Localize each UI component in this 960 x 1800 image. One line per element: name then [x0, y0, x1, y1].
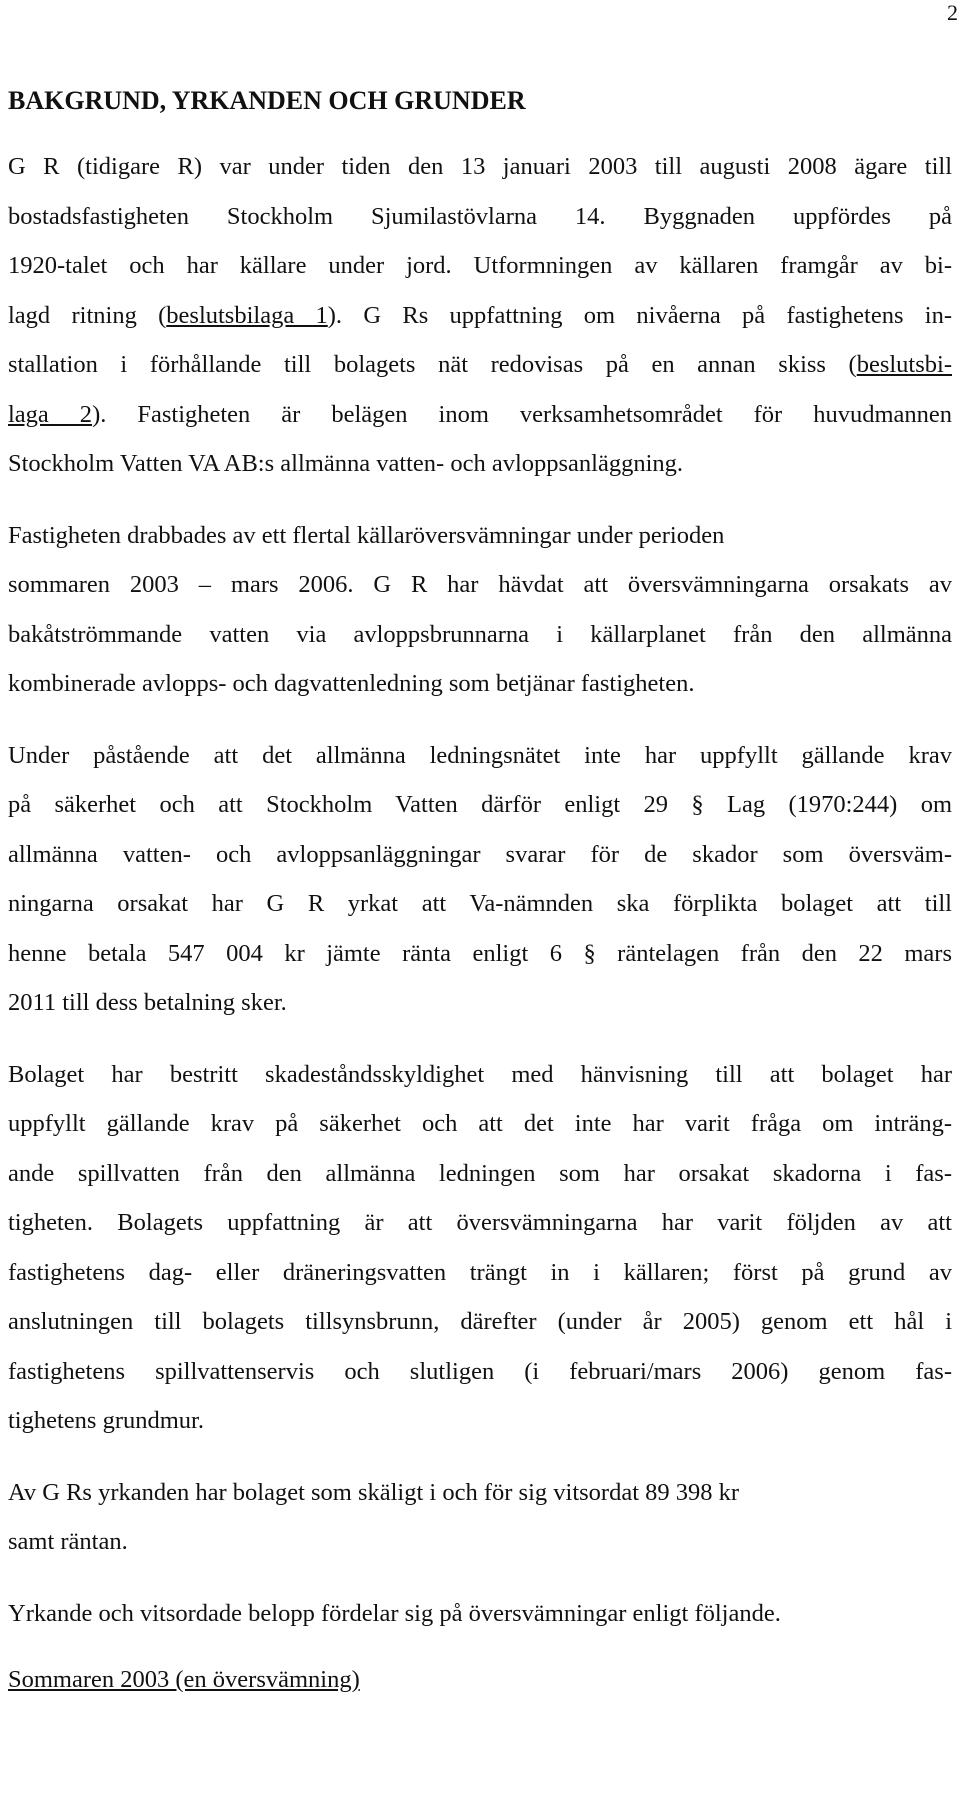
- paragraph-background: [8, 142, 952, 489]
- text-line: Yrkande och vitsordade belopp fördelar sig på översvämningar enligt följande.: [8, 1599, 781, 1627]
- text-line: ningarna orsakat har G R yrkat att Va-nämnden ska förplikta bolaget att till: [8, 890, 952, 917]
- text-line: på säkerhet och att Stockholm Vatten därför enligt 29 § Lag (1970:244) om: [8, 791, 952, 818]
- attachment-1-reference: beslutsbilaga 1: [166, 301, 328, 329]
- text-line: Bolaget har bestritt skadeståndsskyldighet med hänvisning till att bolaget har: [8, 1060, 952, 1088]
- text-line: G R (tidigare R) var under tiden den 13 januari 2003 till augusti 2008 ägare till: [8, 153, 952, 180]
- text-line: henne betala 547 004 kr jämte ränta enligt 6 § räntelagen från den 22 mars: [8, 939, 952, 967]
- paragraph-distribution: [8, 1589, 952, 1639]
- text-line: bakåtströmmande vatten via avloppsbrunnarna i källarplanet från den allmänna: [8, 620, 952, 648]
- subsection-heading: Sommaren 2003 (en översvämning): [8, 1666, 360, 1693]
- attachment-2-reference: beslutsbi-: [856, 351, 952, 378]
- text-line: samt räntan.: [8, 1528, 128, 1555]
- text-line: Av G Rs yrkanden har bolaget som skäligt i och för sig vitsordat 89 398 kr: [8, 1478, 740, 1506]
- text-line: ande spillvatten från den allmänna ledningen som har orsakat skadorna i fas-: [8, 1159, 952, 1187]
- text-line: tighetens grundmur.: [8, 1407, 204, 1434]
- attachment-2-reference: laga 2: [8, 400, 93, 428]
- text-line: Stockholm Vatten VA AB:s allmänna vatten- och avloppsanläggning.: [8, 450, 684, 477]
- text-line: bostadsfastigheten Stockholm Sjumilastövlarna 14. Byggnaden uppfördes på: [8, 202, 952, 230]
- text-line: tigheten. Bolagets uppfattning är att översvämningarna har varit följden av att: [8, 1209, 952, 1236]
- text-line: 1920-talet och har källare under jord. Utformningen av källaren framgår av bi-: [8, 252, 952, 279]
- paragraph-claim: [8, 731, 952, 1028]
- text-line: allmänna vatten- och avloppsanläggningar svarar för de skador som översväm-: [8, 840, 952, 868]
- text-line: kombinerade avlopps- och dagvattenledning som betjänar fastigheten.: [8, 670, 695, 697]
- text-line: laga 2). Fastigheten är belägen inom verksamhetsområdet för huvudmannen: [8, 400, 952, 428]
- text-line: stallation i förhållande till bolagets nät redovisas på en annan skiss (beslutsbi-: [8, 351, 952, 378]
- paragraph-acknowledged: [8, 1468, 952, 1567]
- paragraph-flooding: [8, 511, 952, 709]
- document-body: [8, 82, 952, 1700]
- text-line: anslutningen till bolagets tillsynsbrunn, därefter (under år 2005) genom ett hål i: [8, 1308, 952, 1335]
- text-line: lagd ritning (beslutsbilaga 1). G Rs uppfattning om nivåerna på fastighetens in-: [8, 301, 953, 329]
- paragraph-defense: [8, 1050, 952, 1446]
- text-line: Under påstående att det allmänna ledningsnätet inte har uppfyllt gällande krav: [8, 741, 952, 769]
- text-line: 2011 till dess betalning sker.: [8, 989, 287, 1016]
- page-number: 2: [947, 0, 958, 25]
- section-title: BAKGRUND, YRKANDEN OCH GRUNDER: [8, 86, 526, 115]
- text-line: fastighetens spillvattenservis och slutligen (i februari/mars 2006) genom fas-: [8, 1357, 952, 1385]
- text-line: uppfyllt gällande krav på säkerhet och att det inte har varit fråga om inträng-: [8, 1110, 952, 1137]
- text-line: fastighetens dag- eller dräneringsvatten trängt in i källaren; först på grund av: [8, 1258, 952, 1286]
- text-line: Fastigheten drabbades av ett flertal källaröversvämningar under perioden: [8, 521, 725, 549]
- text-line: sommaren 2003 – mars 2006. G R har hävdat att översvämningarna orsakats av: [8, 571, 952, 598]
